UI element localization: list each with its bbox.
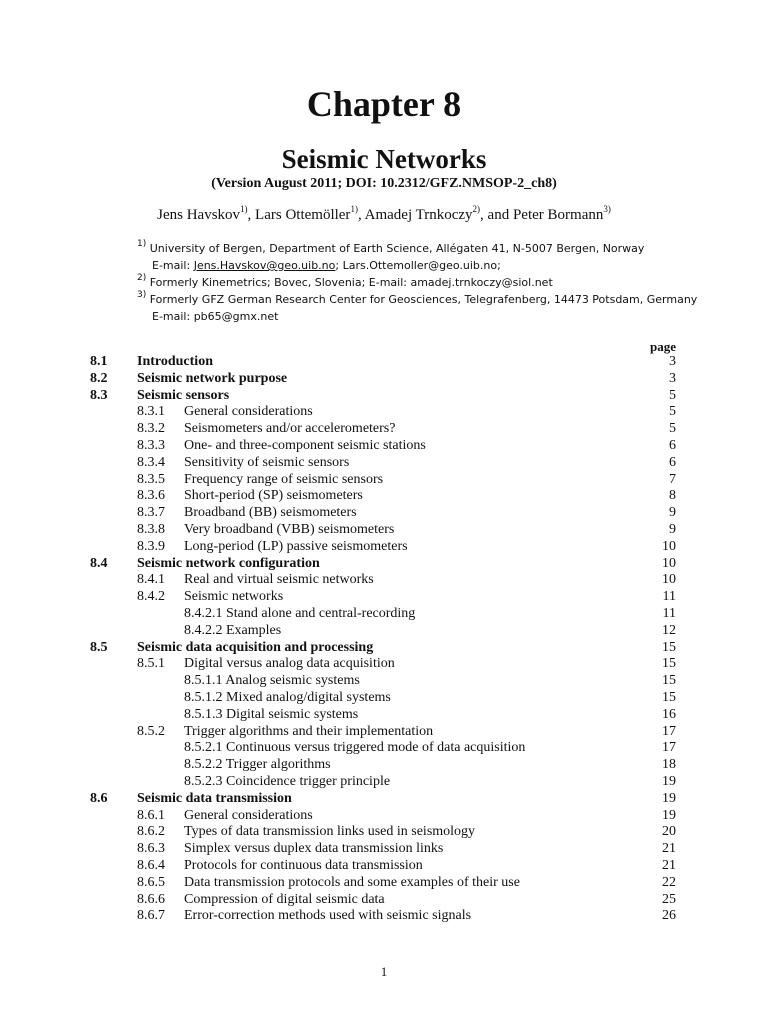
toc-entry-text: Mixed analog/digital systems	[226, 689, 391, 705]
toc-entry-number: 8.4.2.1	[184, 605, 223, 621]
toc-entry-page: 19	[662, 790, 676, 806]
toc-entry[interactable]	[0, 808, 768, 825]
toc-entry-text: Introduction	[137, 354, 213, 369]
toc-entry-number: 8.3.8	[137, 521, 165, 537]
toc-entry-page: 15	[662, 673, 676, 689]
toc-entry[interactable]	[0, 505, 768, 522]
affiliation-3-email: E-mail: pb65@gmx.net	[152, 310, 279, 323]
toc-entry-title	[184, 757, 331, 774]
toc-entry-text: Digital seismic systems	[226, 706, 359, 722]
toc-entry[interactable]	[0, 572, 768, 589]
toc-entry-text: General considerations	[184, 404, 313, 420]
toc-page-label: page	[650, 339, 676, 354]
affiliation-1	[137, 240, 697, 257]
toc-entry[interactable]	[0, 623, 768, 640]
toc-entry-page: 5	[669, 421, 676, 437]
toc-entry-number: 8.3	[90, 387, 108, 403]
author-name: Jens Havskov	[157, 207, 241, 223]
toc-entry-title	[184, 623, 281, 640]
email-link-havskov[interactable]: Jens.Havskov@geo.uib.no	[193, 259, 336, 272]
toc-entry-text: Analog seismic systems	[225, 673, 360, 689]
toc-entry[interactable]	[0, 556, 768, 573]
toc-entry-number: 8.3.4	[137, 454, 165, 470]
toc-entry-number: 8.5.2.2	[184, 757, 223, 773]
toc-entry[interactable]	[0, 740, 768, 757]
affiliation-1-text: University of Bergen, Department of Earth Science, Allégaten 41, N-5007 Bergen, Norway	[149, 242, 645, 255]
toc-entry-text: Compression of digital seismic data	[184, 891, 385, 907]
author-separator: ,	[357, 207, 365, 223]
toc-entry-page: 10	[662, 572, 676, 588]
toc-entry-number: 8.5.1.2	[184, 689, 223, 705]
toc-entry-number: 8.5.1	[137, 656, 165, 672]
toc-entry[interactable]	[0, 539, 768, 556]
email-rest: ; Lars.Ottemoller@geo.uib.no;	[335, 259, 501, 272]
affiliation-1-emails	[137, 257, 697, 274]
toc-entry[interactable]	[0, 791, 768, 808]
toc-entry-number: 8.6.1	[137, 807, 165, 823]
toc-entry-page: 12	[662, 622, 676, 638]
toc-entry-text: Broadband (BB) seismometers	[184, 505, 357, 521]
toc-entry-number: 8.6.7	[137, 908, 165, 924]
author-separator: ,	[247, 207, 256, 223]
toc-entry[interactable]	[0, 371, 768, 388]
affiliation-3	[137, 291, 697, 308]
toc-entry-text: Sensitivity of seismic sensors	[184, 454, 350, 470]
version-line: (Version August 2011; DOI: 10.2312/GFZ.NMSOP-2_ch8)	[211, 176, 557, 191]
toc-entry[interactable]	[0, 656, 768, 673]
toc-entry-title	[184, 774, 390, 791]
toc-entry[interactable]	[0, 404, 768, 421]
chapter-title: Seismic Networks	[281, 144, 487, 174]
toc-entry-page: 11	[662, 605, 676, 621]
toc-entry-text: Short-period (SP) seismometers	[184, 488, 363, 504]
toc-entry[interactable]	[0, 640, 768, 657]
author-name: Amadej Trnkoczy	[364, 207, 473, 223]
toc-entry[interactable]	[0, 908, 768, 925]
toc-entry-text: Data transmission protocols and some examples of their use	[184, 874, 520, 890]
author-affiliation-marker: 3)	[603, 204, 611, 214]
toc-entry-number: 8.3.5	[137, 471, 165, 487]
toc-entry-number: 8.4.1	[137, 572, 165, 588]
toc-entry-title	[184, 673, 360, 690]
toc-entry[interactable]	[0, 841, 768, 858]
toc-entry-number: 8.6.2	[137, 824, 165, 840]
toc-entry[interactable]	[0, 707, 768, 724]
affiliation-3-marker: 3)	[137, 290, 147, 301]
author-affiliation-marker: 1)	[350, 204, 358, 214]
toc-entry-text: Frequency range of seismic sensors	[184, 471, 384, 487]
toc-entry-number: 8.4	[90, 555, 108, 571]
toc-entry-text: One- and three-component seismic stations	[184, 437, 426, 453]
toc-entry-number: 8.3.6	[137, 488, 165, 504]
toc-entry-page: 21	[662, 841, 676, 857]
toc-entry-number: 8.2	[90, 370, 108, 386]
toc-entry-text: Simplex versus duplex data transmission links	[184, 841, 444, 857]
toc-entry-page: 5	[669, 387, 676, 403]
toc-entry[interactable]	[0, 488, 768, 505]
toc-entry-page: 15	[662, 639, 676, 655]
toc-entry-text: Examples	[226, 622, 282, 638]
toc-entry-number: 8.5.1.3	[184, 706, 223, 722]
toc-entry-page: 9	[669, 521, 676, 537]
toc-entry-text: Error-correction methods used with seismic signals	[184, 908, 472, 924]
toc-entry-page: 25	[662, 891, 676, 907]
toc-entry[interactable]	[0, 421, 768, 438]
toc-entry-page: 5	[669, 404, 676, 420]
toc-entry-number: 8.6.5	[137, 874, 165, 890]
toc-entry[interactable]	[0, 472, 768, 489]
toc-entry-text: Seismic network configuration	[137, 555, 320, 571]
toc-entry-page: 17	[662, 740, 676, 756]
toc-entry[interactable]	[0, 522, 768, 539]
toc-entry-text: Continuous versus triggered mode of data acquisition	[226, 740, 526, 756]
author-affiliation-marker: 1)	[240, 204, 248, 214]
toc-entry[interactable]	[0, 388, 768, 405]
toc-entry-title	[184, 740, 525, 757]
toc-entry[interactable]	[0, 455, 768, 472]
toc-entry-number: 8.3.2	[137, 421, 165, 437]
affiliation-3-text: Formerly GFZ German Research Center for Geosciences, Telegrafenberg, 14473 Potsdam, Germany	[149, 293, 698, 306]
toc-entry-number: 8.1	[90, 354, 108, 369]
toc-entry-page: 6	[669, 437, 676, 453]
toc-entry[interactable]	[0, 438, 768, 455]
toc-entry-text: Seismic networks	[184, 589, 284, 605]
toc-entry-text: Trigger algorithms	[225, 757, 331, 773]
toc-entry-text: Stand alone and central-recording	[226, 605, 416, 621]
toc-entry-text: Long-period (LP) passive seismometers	[184, 538, 408, 554]
toc-entry-number: 8.5.1.1	[184, 673, 223, 689]
toc-entry-page: 11	[662, 589, 676, 605]
toc-entry-page: 16	[662, 706, 676, 722]
toc-entry-text: Real and virtual seismic networks	[184, 572, 374, 588]
affiliation-1-marker: 1)	[137, 239, 147, 250]
author-name: Lars Ottemöller	[255, 207, 351, 223]
author-affiliation-marker: 2)	[472, 204, 481, 214]
toc-entry-page: 10	[662, 538, 676, 554]
toc-entry-number: 8.4.2.2	[184, 622, 223, 638]
toc-entry[interactable]	[0, 892, 768, 909]
toc-entry-title	[184, 606, 415, 623]
toc-entry[interactable]	[0, 774, 768, 791]
toc-entry-number: 8.5	[90, 639, 108, 655]
toc-entry-page: 18	[662, 757, 676, 773]
toc-entry[interactable]	[0, 724, 768, 741]
page-number: 1	[380, 964, 388, 979]
toc-entry-page: 9	[669, 505, 676, 521]
toc-entry-text: Seismometers and/or accelerometers?	[184, 421, 396, 437]
toc-entry-page: 6	[669, 454, 676, 470]
toc-entry-text: Types of data transmission links used in seismology	[184, 824, 476, 840]
author-separator: , and	[480, 207, 513, 223]
toc-entry-page: 3	[669, 354, 676, 369]
toc-entry[interactable]	[0, 589, 768, 606]
toc-entry-text: Trigger algorithms and their implementation	[184, 723, 434, 739]
author-list	[0, 205, 768, 225]
toc-entry-text: Coincidence trigger principle	[226, 773, 391, 789]
toc-entry-page: 19	[662, 807, 676, 823]
toc-entry-page: 21	[662, 857, 676, 873]
toc-entry[interactable]	[0, 673, 768, 690]
toc-entry-text: Protocols for continuous data transmission	[184, 857, 423, 873]
toc-entry-number: 8.6.4	[137, 857, 165, 873]
toc-entry-number: 8.3.1	[137, 404, 165, 420]
author-name: Peter Bormann	[512, 207, 604, 223]
toc-entry-number: 8.3.9	[137, 538, 165, 554]
toc-entry[interactable]	[0, 606, 768, 623]
toc-entry-number: 8.6	[90, 790, 108, 806]
toc-entry-page: 8	[669, 488, 676, 504]
chapter-heading: Chapter 8	[306, 84, 462, 124]
toc-entry-number: 8.5.2	[137, 723, 165, 739]
toc-entry[interactable]	[0, 858, 768, 875]
table-of-contents	[0, 354, 768, 925]
toc-entry-number: 8.3.3	[137, 437, 165, 453]
toc-entry[interactable]	[0, 875, 768, 892]
toc-entry-page: 15	[662, 656, 676, 672]
toc-entry-text: Very broadband (VBB) seismometers	[184, 521, 395, 537]
toc-entry-title	[184, 707, 358, 724]
toc-entry-page: 19	[662, 773, 676, 789]
toc-entry-number: 8.6.3	[137, 841, 165, 857]
toc-entry-number: 8.5.2.1	[184, 740, 223, 756]
toc-entry-title	[184, 690, 391, 707]
email-prefix: E-mail:	[152, 259, 194, 272]
toc-entry[interactable]	[0, 824, 768, 841]
toc-entry-page: 26	[662, 908, 676, 924]
toc-entry-text: General considerations	[184, 807, 313, 823]
affiliation-2-text: Formerly Kinemetrics; Bovec, Slovenia; E-mail: amadej.trnkoczy@siol.net	[149, 276, 553, 289]
toc-entry-text: Seismic sensors	[137, 387, 230, 403]
toc-entry-number: 8.5.2.3	[184, 773, 223, 789]
toc-entry-text: Digital versus analog data acquisition	[184, 656, 395, 672]
affiliation-2	[137, 274, 697, 291]
toc-entry-number: 8.3.7	[137, 505, 165, 521]
toc-entry-text: Seismic data acquisition and processing	[137, 639, 374, 655]
toc-entry-page: 22	[662, 874, 676, 890]
toc-entry-page: 7	[669, 471, 676, 487]
toc-entry-page: 10	[662, 555, 676, 571]
toc-entry-page: 3	[669, 370, 676, 386]
toc-entry-page: 15	[662, 689, 676, 705]
toc-entry[interactable]	[0, 354, 768, 371]
toc-entry-text: Seismic data transmission	[137, 790, 292, 806]
toc-entry[interactable]	[0, 690, 768, 707]
toc-entry-text: Seismic network purpose	[137, 370, 288, 386]
toc-entry-page: 17	[662, 723, 676, 739]
toc-entry-number: 8.6.6	[137, 891, 165, 907]
affiliation-2-marker: 2)	[137, 273, 147, 284]
toc-entry-page: 20	[662, 824, 676, 840]
toc-entry-number: 8.4.2	[137, 589, 165, 605]
toc-entry[interactable]	[0, 757, 768, 774]
affiliations	[137, 240, 697, 325]
